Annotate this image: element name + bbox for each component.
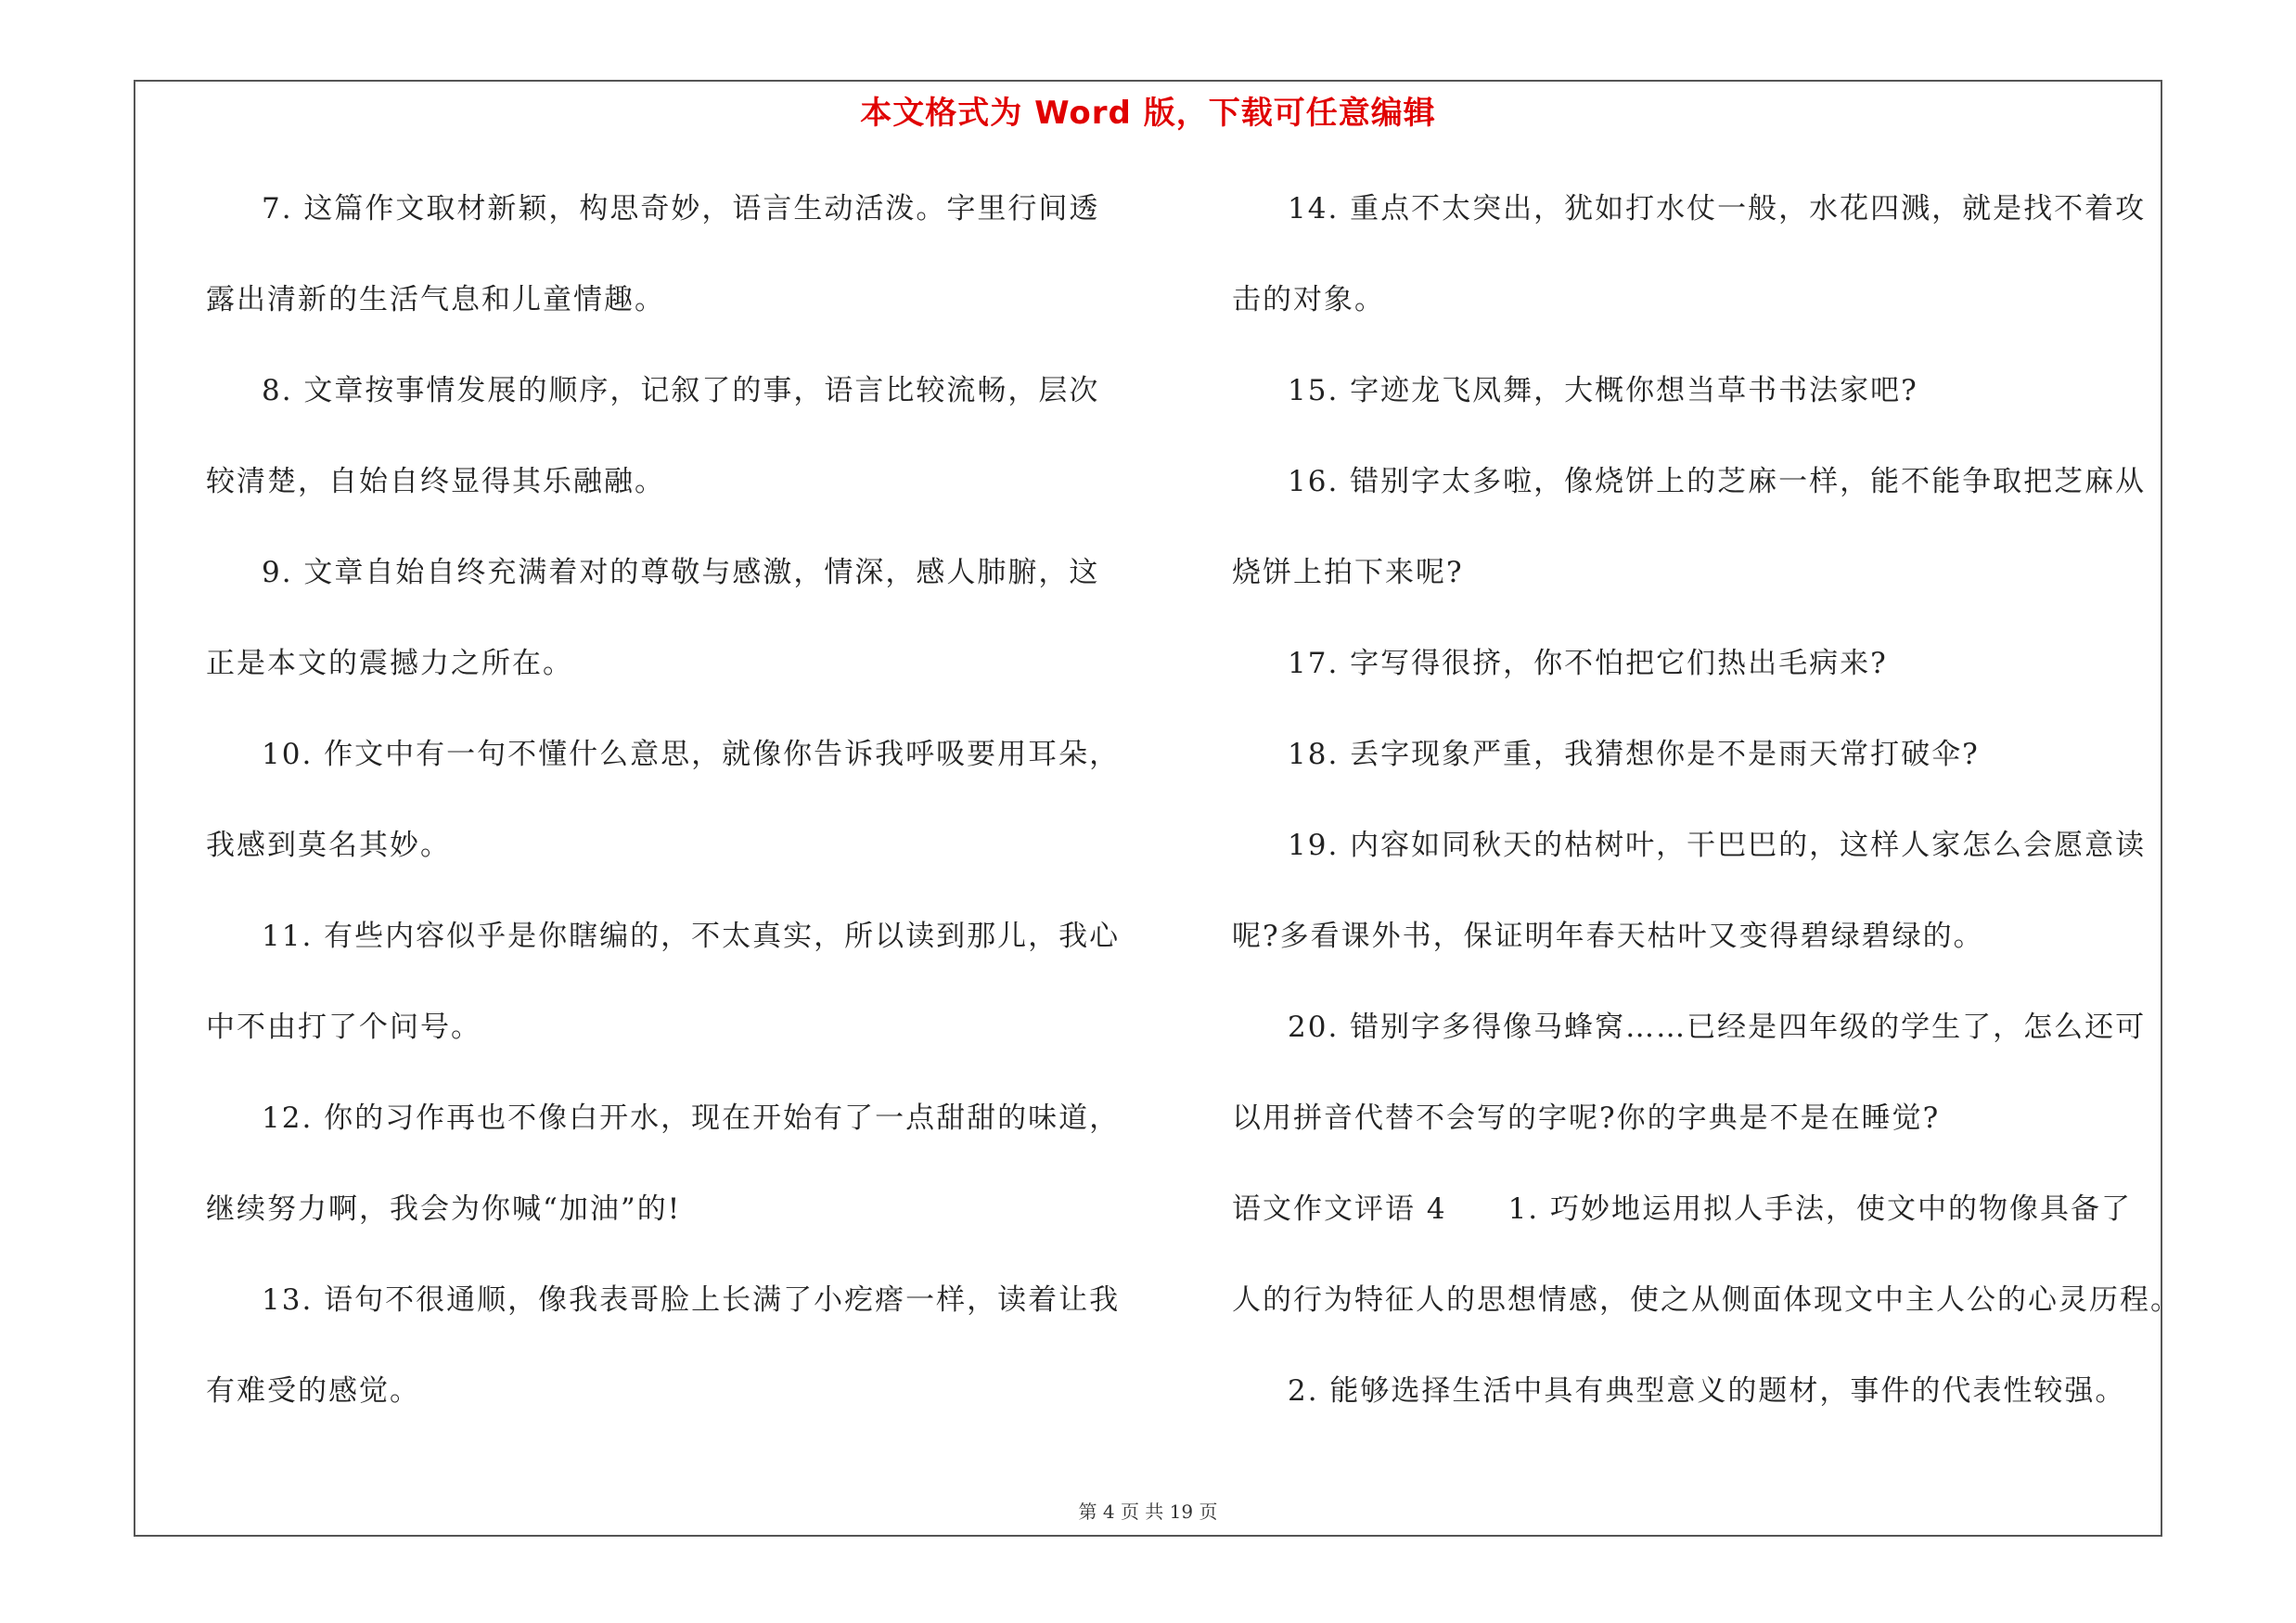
text-line: 有难受的感觉。: [206, 1374, 420, 1408]
text-line: 露出清新的生活气息和儿童情趣。: [206, 283, 665, 316]
text-line: 我感到莫名其妙。: [206, 829, 451, 862]
text-line: 20. 错别字多得像马蜂窝……已经是四年级的学生了，怎么还可: [1288, 1011, 2147, 1044]
format-banner: 本文格式为 Word 版，下载可任意编辑: [860, 95, 1436, 132]
text-line: 15. 字迹龙飞凤舞，大概你想当草书书法家吧?: [1288, 374, 1918, 407]
text-line: 击的对象。: [1232, 283, 1385, 316]
text-line: 2. 能够选择生活中具有典型意义的题材，事件的代表性较强。: [1288, 1374, 2126, 1408]
text-line: 11. 有些内容似乎是你瞎编的，不太真实，所以读到那儿，我心: [262, 920, 1121, 953]
text-line: 16. 错别字太多啦，像烧饼上的芝麻一样，能不能争取把芝麻从: [1288, 465, 2147, 498]
text-line: 9. 文章自始自终充满着对的尊敬与感激，情深，感人肺腑，这: [262, 556, 1100, 589]
page-number-footer: 第 4 页 共 19 页: [1078, 1501, 1218, 1523]
text-line: 10. 作文中有一句不懂什么意思，就像你告诉我呼吸要用耳朵，: [262, 738, 1121, 771]
text-line: 12. 你的习作再也不像白开水，现在开始有了一点甜甜的味道，: [262, 1101, 1121, 1135]
text-line: 人的行为特征人的思想情感，使之从侧面体现文中主人公的心灵历程。: [1232, 1283, 2181, 1317]
text-line: 17. 字写得很挤，你不怕把它们热出毛病来?: [1288, 647, 1888, 680]
text-line: 较清楚，自始自终显得其乐融融。: [206, 465, 665, 498]
right-column: [1232, 176, 2181, 1449]
left-column: [206, 176, 1134, 1449]
text-line: 8. 文章按事情发展的顺序，记叙了的事，语言比较流畅，层次: [262, 374, 1100, 407]
text-line: 18. 丢字现象严重，我猜想你是不是雨天常打破伞?: [1288, 738, 1980, 771]
text-line: 继续努力啊，我会为你喊“加油”的!: [206, 1192, 682, 1226]
text-line: 中不由打了个问号。: [206, 1011, 481, 1044]
text-line: 语文作文评语 4 1. 巧妙地运用拟人手法，使文中的物像具备了: [1232, 1192, 2133, 1226]
text-line: 正是本文的震撼力之所在。: [206, 647, 573, 680]
text-line: 烧饼上拍下来呢?: [1232, 556, 1464, 589]
text-line: 19. 内容如同秋天的枯树叶，干巴巴的，这样人家怎么会愿意读: [1288, 829, 2147, 862]
text-line: 以用拼音代替不会写的字呢?你的字典是不是在睡觉?: [1232, 1101, 1941, 1135]
text-line: 13. 语句不很通顺，像我表哥脸上长满了小疙瘩一样，读着让我: [262, 1283, 1121, 1317]
text-line: 7. 这篇作文取材新颖，构思奇妙，语言生动活泼。字里行间透: [262, 192, 1100, 225]
text-line: 14. 重点不太突出，犹如打水仗一般，水花四溅，就是找不着攻: [1288, 192, 2147, 225]
text-line: 呢?多看课外书，保证明年春天枯叶又变得碧绿碧绿的。: [1232, 920, 1984, 953]
